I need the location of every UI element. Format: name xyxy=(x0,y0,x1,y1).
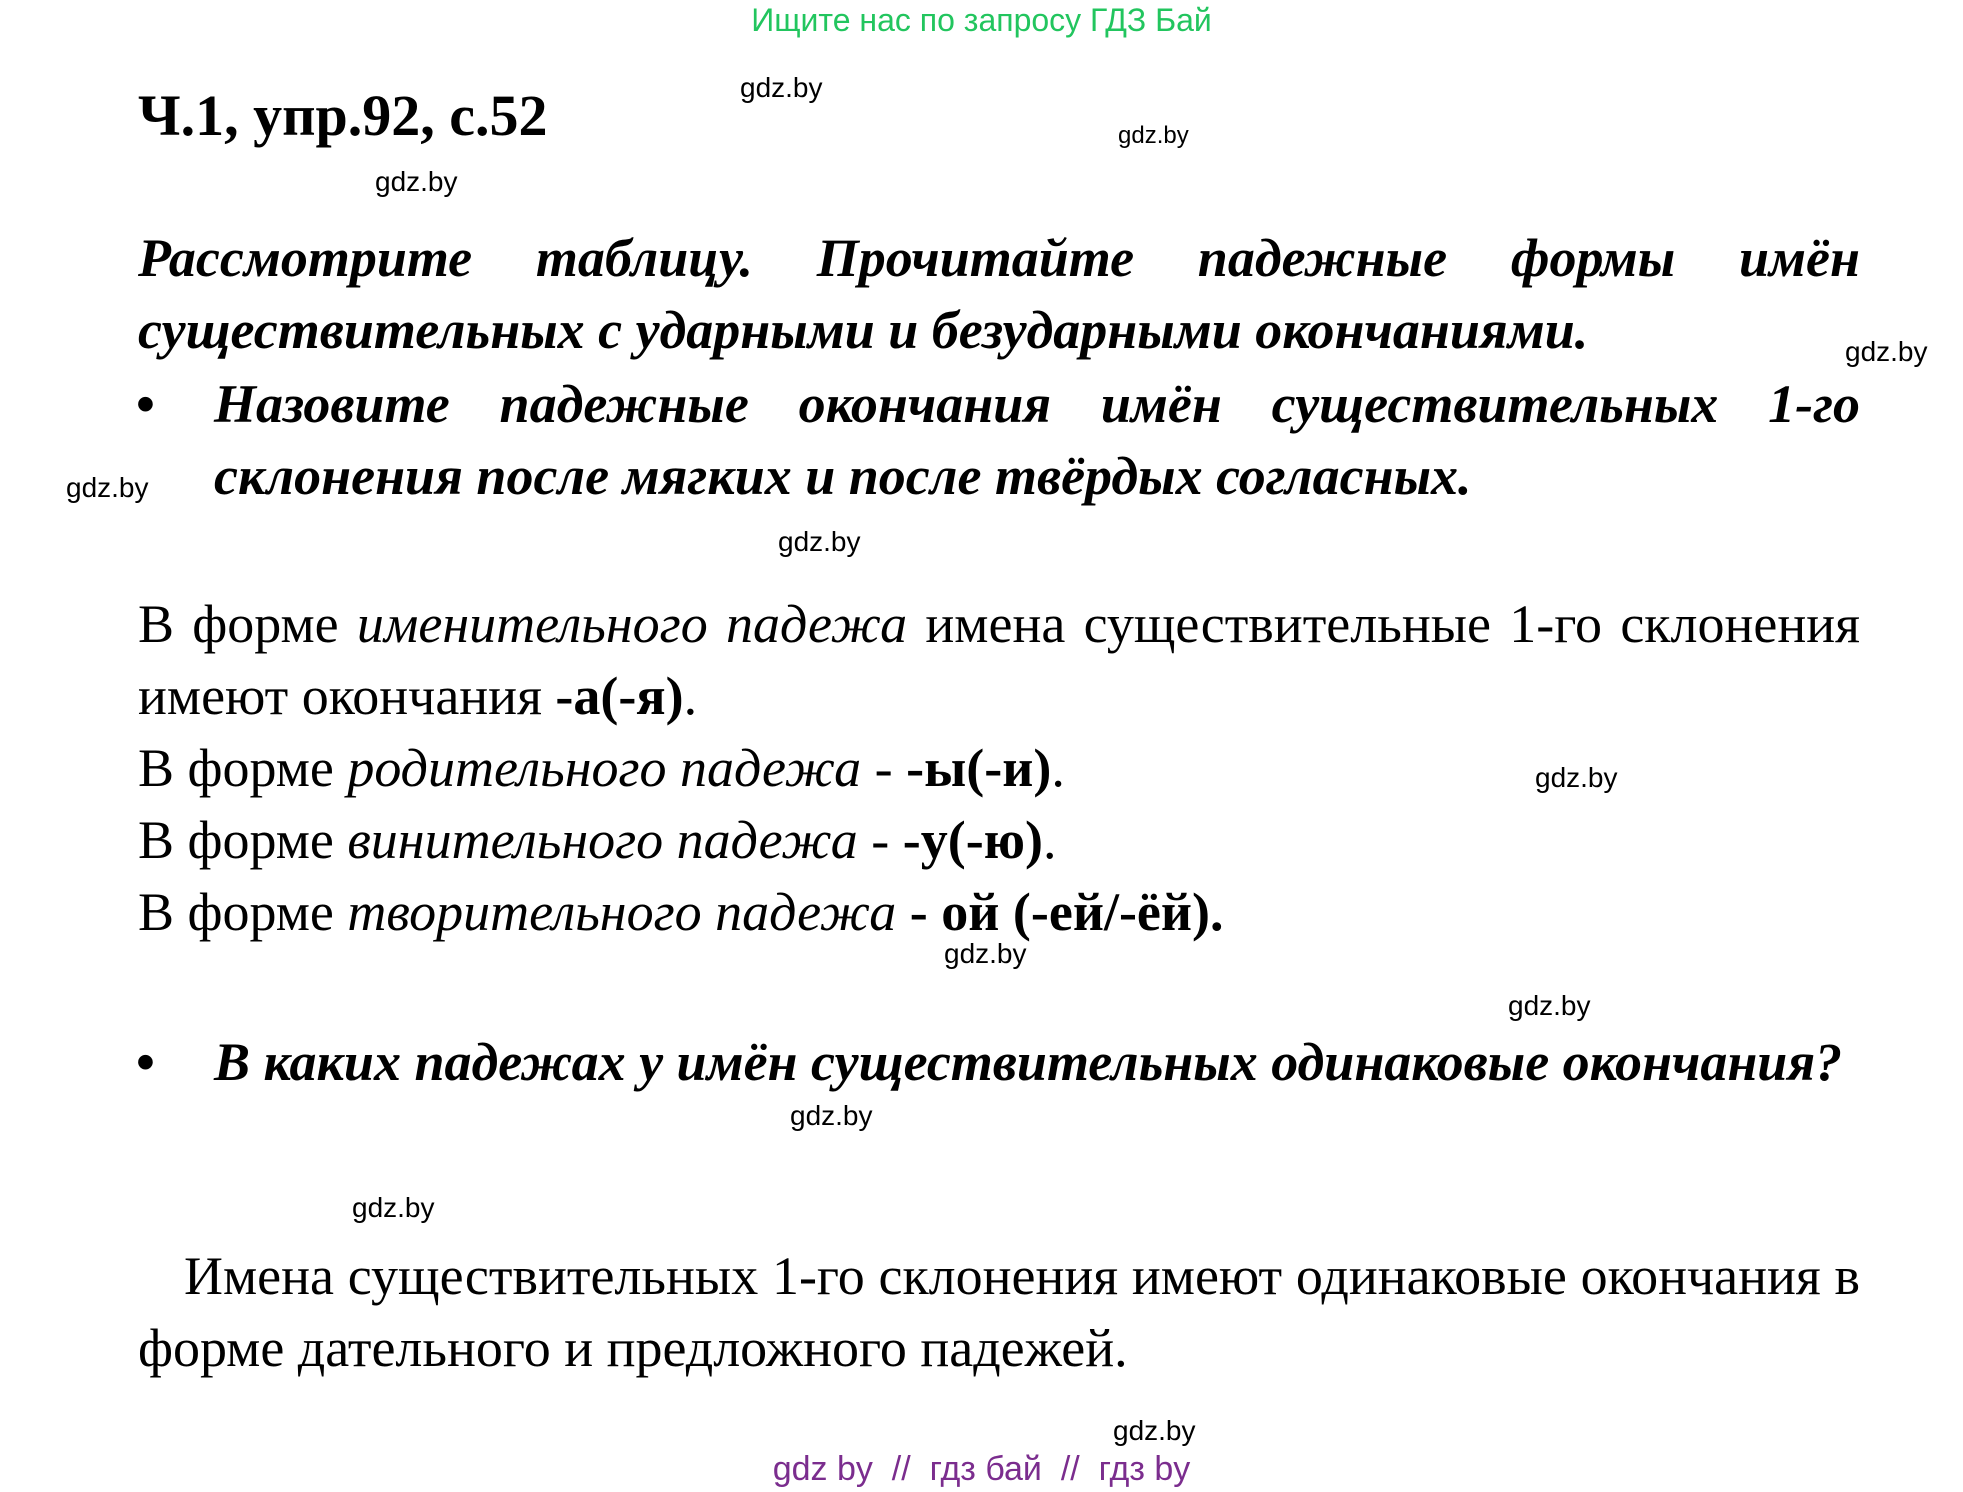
watermark: gdz.by xyxy=(790,1100,873,1131)
case-ending: -ы(-и) xyxy=(906,738,1052,798)
watermark: gdz.by xyxy=(375,166,458,197)
case-name: именительного падежа xyxy=(356,594,908,654)
answer-prefix: В форме xyxy=(138,594,357,654)
footer-links: gdz by // гдз бай // гдз by xyxy=(772,1450,1191,1488)
exercise-title: Ч.1, упр.92, с.52 xyxy=(138,83,548,148)
answer-prefix: В форме xyxy=(138,738,348,798)
case-ending: -а(-я) xyxy=(555,666,684,726)
watermark: gdz.by xyxy=(1535,762,1618,793)
answer-1-line-1 xyxy=(138,588,1860,732)
case-name: творительного падежа xyxy=(347,882,897,942)
watermark: gdz.by xyxy=(1845,336,1928,367)
answer-prefix: В форме xyxy=(138,810,348,870)
answer-dash: - xyxy=(857,810,903,870)
case-name: родительного падежа xyxy=(347,738,862,798)
bullet-icon: • xyxy=(136,1032,155,1092)
case-ending: -у(-ю) xyxy=(902,810,1043,870)
answer-2: Имена существительных 1-го склонения имеют одинаковые окончания в форме дательного и предложного падежей. xyxy=(138,1246,1860,1378)
watermark: gdz.by xyxy=(944,938,1027,969)
answer-prefix: В форме xyxy=(138,882,348,942)
question-2: В каких падежах у имён существительных одинаковые окончания? xyxy=(214,1032,1843,1092)
watermark: gdz.by xyxy=(1118,122,1189,149)
case-name: винительного падежа xyxy=(347,810,858,870)
watermark: gdz.by xyxy=(1508,990,1591,1021)
watermark: gdz.by xyxy=(66,472,149,503)
watermark: gdz.by xyxy=(1113,1415,1196,1446)
answer-end: . xyxy=(1051,738,1065,798)
answer-1-line-2 xyxy=(138,732,1065,804)
question-1: Назовите падежные окончания имён существительных 1-го склонения после мягких и после твёрдых согласных. xyxy=(214,374,1860,506)
answer-1-line-4 xyxy=(138,876,1224,948)
answer-end: . xyxy=(1042,810,1057,870)
watermark: gdz.by xyxy=(352,1192,435,1223)
answer-end: . xyxy=(683,666,698,726)
bullet-icon: • xyxy=(136,374,155,434)
watermark: gdz.by xyxy=(740,72,823,103)
answer-1-line-3 xyxy=(138,804,1056,876)
answer-middle: имена существительные 1-го склонения имеют окончания xyxy=(138,594,1860,726)
case-ending: - ой (-ей/-ёй). xyxy=(896,882,1224,942)
answer-dash: - xyxy=(861,738,907,798)
top-banner: Ищите нас по запросу ГДЗ Бай xyxy=(751,2,1212,38)
watermark: gdz.by xyxy=(778,526,861,557)
task-intro: Рассмотрите таблицу. Прочитайте падежные формы имён существительных с ударными и безударными окончаниями. xyxy=(138,228,1860,360)
